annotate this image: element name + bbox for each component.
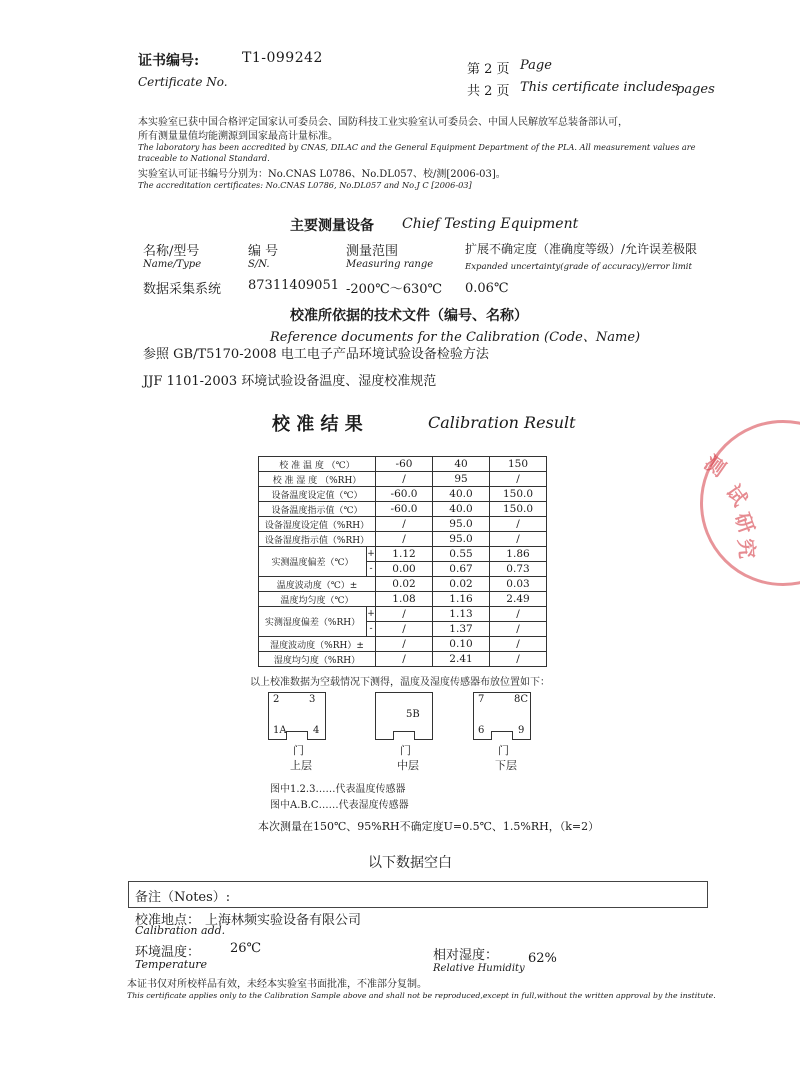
cell-v3: 150.0 bbox=[490, 487, 547, 502]
equipment-range: -200℃～630℃ bbox=[346, 282, 443, 297]
sensor-position-bl: 6 bbox=[478, 725, 485, 736]
layer-name: 下层 bbox=[495, 759, 517, 772]
cell-v2: 95 bbox=[433, 472, 490, 487]
validity-statement-en: This certificate applies only to the Calibration Sample above and shall not be reproduced,except in full,without the written approval by the institute. bbox=[127, 991, 716, 1000]
cell-v3: 150 bbox=[490, 457, 547, 472]
reference-1: 参照 GB/T5170-2008 电工电子产品环境试验设备检验方法 bbox=[143, 347, 489, 362]
accreditation-line-6: The accreditation certificates: No.CNAS L0786, No.DL057 and No.J C [2006-03] bbox=[138, 180, 472, 190]
cell-v3: 0.73 bbox=[490, 562, 547, 577]
sensor-position-br: 4 bbox=[313, 725, 320, 736]
reference-2: JJF 1101-2003 环境试验设备温度、湿度校准规范 bbox=[143, 374, 437, 389]
row-label: 实测湿度偏差（%RH） bbox=[259, 607, 367, 637]
calibration-table bbox=[258, 456, 547, 667]
cell-v3: 1.86 bbox=[490, 547, 547, 562]
deviation-sign: + bbox=[367, 547, 376, 562]
table-row bbox=[259, 637, 547, 652]
equipment-uncertainty: 0.06℃ bbox=[465, 281, 509, 296]
equipment-title-cn: 主要测量设备 bbox=[290, 218, 374, 234]
row-label: 设备温度设定值（℃） bbox=[259, 487, 376, 502]
cell-v1: / bbox=[376, 532, 433, 547]
sensor-position-br: 9 bbox=[518, 725, 525, 736]
accreditation-line-3: The laboratory has been accredited by CNAS, DILAC and the General Equipment Department of the PLA. All measurement values are bbox=[138, 142, 696, 152]
place-label-cn: 校准地点： bbox=[135, 913, 201, 928]
result-title-en: Calibration Result bbox=[428, 413, 576, 432]
deviation-sign: + bbox=[367, 607, 376, 622]
page-number-cn: 第 2 页 bbox=[467, 62, 510, 77]
door-notch bbox=[393, 731, 415, 740]
deviation-sign: - bbox=[367, 562, 376, 577]
row-label: 设备湿度设定值（%RH） bbox=[259, 517, 376, 532]
legend-temperature-sensors: 图中1.2.3……代表温度传感器 bbox=[270, 784, 406, 795]
result-title-cn: 校 准 结 果 bbox=[272, 414, 363, 435]
cell-v2: 40.0 bbox=[433, 502, 490, 517]
temperature-label-en: Temperature bbox=[135, 958, 208, 971]
table-row bbox=[259, 472, 547, 487]
cell-v2: 1.16 bbox=[433, 592, 490, 607]
cell-v1: / bbox=[376, 652, 433, 667]
table-row bbox=[259, 517, 547, 532]
cell-v1: -60 bbox=[376, 457, 433, 472]
sensor-position-tl: 2 bbox=[273, 694, 280, 705]
table-row bbox=[259, 607, 547, 622]
row-label: 湿度波动度（%RH）± bbox=[259, 637, 376, 652]
blank-data-statement: 以下数据空白 bbox=[368, 855, 452, 871]
validity-statement-cn: 本证书仅对所校样品有效，未经本实验室书面批准，不准部分复制。 bbox=[127, 979, 427, 990]
lab-seal-glyph: 测 bbox=[700, 450, 731, 482]
temperature-value: 26℃ bbox=[230, 941, 262, 956]
cell-v2: 95.0 bbox=[433, 517, 490, 532]
layer-name: 中层 bbox=[397, 759, 419, 772]
door-label: 门 bbox=[498, 744, 509, 757]
table-row bbox=[259, 502, 547, 517]
cell-v2: 0.10 bbox=[433, 637, 490, 652]
sensor-position-tr: 3 bbox=[309, 694, 316, 705]
cell-v2: 40 bbox=[433, 457, 490, 472]
cell-v3: 0.03 bbox=[490, 577, 547, 592]
cert-no-label-en: Certificate No. bbox=[138, 75, 228, 89]
cell-v2: 40.0 bbox=[433, 487, 490, 502]
accreditation-line-4: traceable to National Standard. bbox=[138, 153, 270, 163]
cell-v2: 2.41 bbox=[433, 652, 490, 667]
chamber-layer-box bbox=[473, 692, 531, 740]
col-sn-cn: 编 号 bbox=[248, 244, 279, 259]
place-value: 上海林频实验设备有限公司 bbox=[205, 913, 362, 928]
cell-v3: 2.49 bbox=[490, 592, 547, 607]
col-name-en: Name/Type bbox=[143, 259, 202, 270]
row-label: 实测温度偏差（℃） bbox=[259, 547, 367, 577]
cell-v1: / bbox=[376, 622, 433, 637]
cell-v1: 1.12 bbox=[376, 547, 433, 562]
notes-label: 备注（Notes）: bbox=[135, 890, 231, 905]
cell-v1: / bbox=[376, 517, 433, 532]
lab-seal-glyph: 研 bbox=[729, 509, 760, 537]
cell-v2: 0.67 bbox=[433, 562, 490, 577]
sensor-placement-note: 以上校准数据为空载情况下测得，温度及湿度传感器布放位置如下： bbox=[250, 677, 550, 688]
row-label: 校 准 湿 度 （%RH） bbox=[259, 472, 376, 487]
equipment-sn: 87311409051 bbox=[248, 278, 339, 293]
table-row bbox=[259, 532, 547, 547]
cell-v1: 0.00 bbox=[376, 562, 433, 577]
row-label: 设备温度指示值（℃） bbox=[259, 502, 376, 517]
table-row bbox=[259, 592, 547, 607]
chamber-layer-box bbox=[268, 692, 326, 740]
place-label-en: Calibration add. bbox=[135, 924, 226, 937]
equipment-title-en: Chief Testing Equipment bbox=[402, 216, 579, 232]
temperature-label-cn: 环境温度： bbox=[135, 945, 201, 960]
uncertainty-statement: 本次测量在150℃、95%RH不确定度U=0.5℃、1.5%RH，（k=2） bbox=[258, 820, 600, 833]
cell-v1: 0.02 bbox=[376, 577, 433, 592]
sensor-position-bl: 1A bbox=[273, 725, 287, 736]
row-label: 湿度均匀度（%RH） bbox=[259, 652, 376, 667]
sensor-position-tl: 7 bbox=[478, 694, 485, 705]
door-notch bbox=[491, 731, 513, 740]
door-notch bbox=[286, 731, 308, 740]
accreditation-line-5: 实验室认可证书编号分别为：No.CNAS L0786、No.DL057、校/测[2006-03]。 bbox=[138, 169, 506, 180]
row-label: 设备湿度指示值（%RH） bbox=[259, 532, 376, 547]
accreditation-line-2: 所有测量量值均能溯源到国家最高计量标准。 bbox=[138, 131, 338, 142]
deviation-sign: - bbox=[367, 622, 376, 637]
notes-divider bbox=[128, 907, 707, 908]
col-uncertainty-en: Expanded uncertainty(grade of accuracy)/error limit bbox=[465, 262, 692, 272]
chamber-layer-box bbox=[375, 692, 433, 740]
cert-no-value: T1-099242 bbox=[242, 50, 323, 66]
layer-name: 上层 bbox=[290, 759, 312, 772]
door-label: 门 bbox=[293, 744, 304, 757]
door-label: 门 bbox=[400, 744, 411, 757]
cell-v3: 150.0 bbox=[490, 502, 547, 517]
table-row bbox=[259, 457, 547, 472]
lab-seal-glyph: 究 bbox=[733, 537, 760, 560]
sensor-position-center: 5B bbox=[406, 709, 420, 720]
col-sn-en: S/N. bbox=[248, 259, 270, 270]
cell-v1: / bbox=[376, 607, 433, 622]
references-title-cn: 校准所依据的技术文件（编号、名称） bbox=[290, 308, 528, 324]
cell-v2: 0.02 bbox=[433, 577, 490, 592]
page-number-en: Page bbox=[520, 58, 552, 73]
cell-v2: 1.37 bbox=[433, 622, 490, 637]
cert-no-label: 证书编号: bbox=[138, 53, 200, 69]
col-uncertainty-cn: 扩展不确定度（准确度等级）/允许误差极限 bbox=[465, 242, 698, 256]
cell-v2: 0.55 bbox=[433, 547, 490, 562]
humidity-value: 62% bbox=[528, 951, 557, 966]
cell-v3: / bbox=[490, 517, 547, 532]
sensor-position-tr: 8C bbox=[514, 694, 529, 705]
cell-v2: 1.13 bbox=[433, 607, 490, 622]
accreditation-line-1: 本实验室已获中国合格评定国家认可委员会、国防科技工业实验室认可委员会、中国人民解放军总装备部认可， bbox=[138, 117, 628, 128]
cell-v1: / bbox=[376, 637, 433, 652]
row-label: 校 准 温 度 （℃） bbox=[259, 457, 376, 472]
legend-humidity-sensors: 图中A.B.C……代表湿度传感器 bbox=[270, 800, 409, 811]
cell-v1: / bbox=[376, 472, 433, 487]
table-row bbox=[259, 652, 547, 667]
cell-v3: / bbox=[490, 607, 547, 622]
cell-v1: -60.0 bbox=[376, 487, 433, 502]
cell-v3: / bbox=[490, 622, 547, 637]
row-label: 温度波动度（℃）± bbox=[259, 577, 376, 592]
humidity-label-cn: 相对湿度： bbox=[433, 948, 499, 963]
lab-seal-stamp bbox=[700, 420, 800, 586]
table-row bbox=[259, 577, 547, 592]
cell-v3: / bbox=[490, 532, 547, 547]
cell-v1: -60.0 bbox=[376, 502, 433, 517]
cell-v2: 95.0 bbox=[433, 532, 490, 547]
total-pages-en: This certificate includes bbox=[520, 80, 679, 95]
cell-v3: / bbox=[490, 637, 547, 652]
col-range-en: Measuring range bbox=[346, 259, 434, 270]
lab-seal-glyph: 试 bbox=[721, 480, 753, 511]
total-pages-cn: 共 2 页 bbox=[467, 84, 510, 99]
table-row bbox=[259, 547, 547, 562]
cell-v3: / bbox=[490, 652, 547, 667]
col-name-cn: 名称/型号 bbox=[143, 244, 200, 259]
row-label: 温度均匀度（℃） bbox=[259, 592, 376, 607]
equipment-name: 数据采集系统 bbox=[143, 282, 222, 297]
table-row bbox=[259, 487, 547, 502]
pages-en: pages bbox=[676, 82, 715, 97]
cell-v1: 1.08 bbox=[376, 592, 433, 607]
humidity-label-en: Relative Humidity bbox=[433, 963, 525, 974]
cell-v3: / bbox=[490, 472, 547, 487]
col-range-cn: 测量范围 bbox=[346, 244, 399, 259]
references-title-en: Reference documents for the Calibration (Code、Name) bbox=[270, 330, 641, 345]
